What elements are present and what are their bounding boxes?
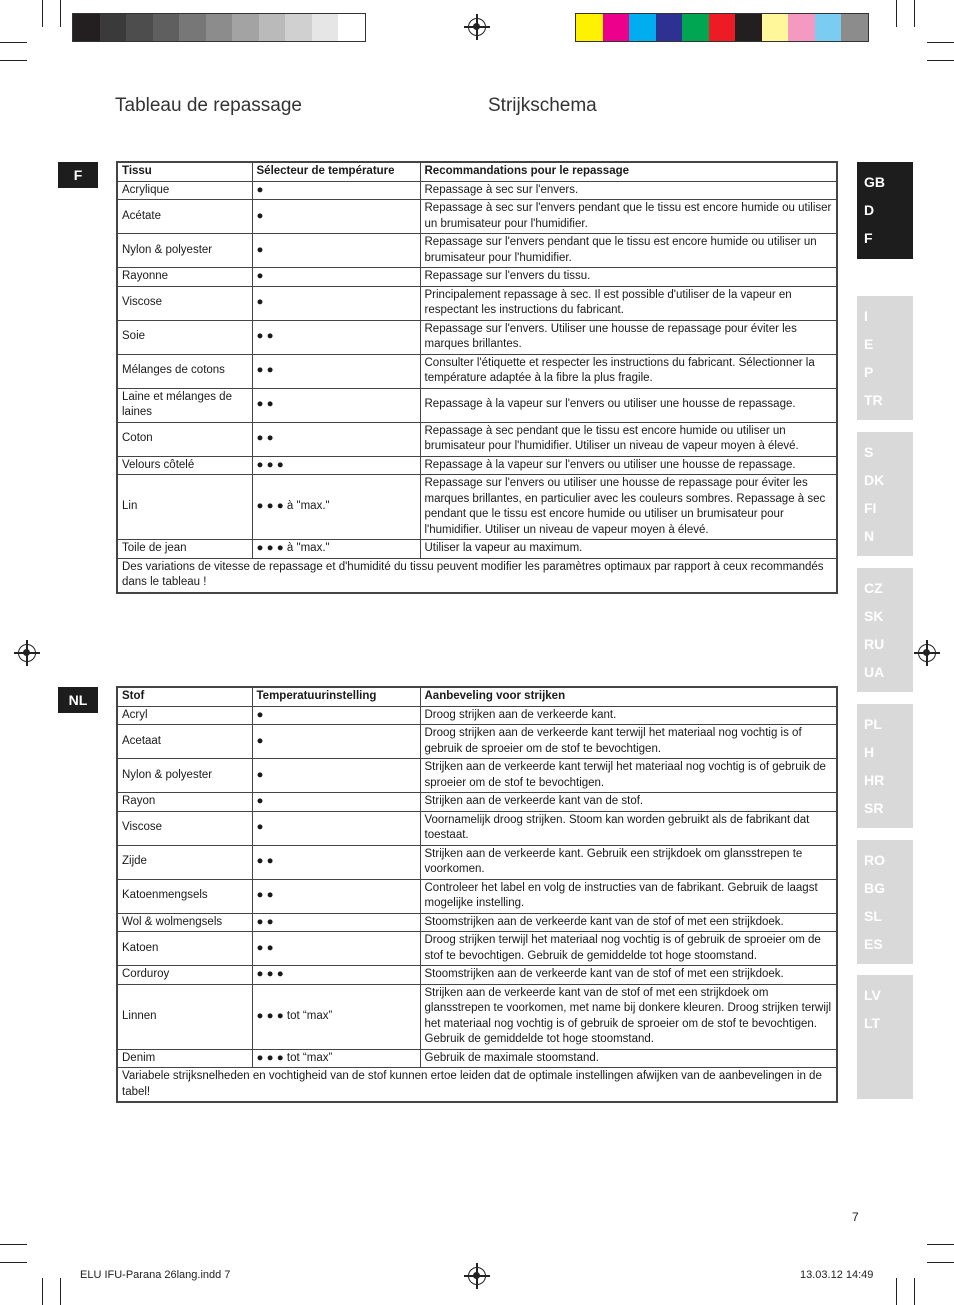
table-row	[117, 932, 837, 966]
recommendation-cell: Strijken aan de verkeerde kant van de stof of met een strijkdoek om glansstrepen te voorkomen, met name bij donkere kleuren. Droog strijken terwijl het materiaal nog vochtig is of gebruik de sproeier om de stof te bevochtigen. Gebruik de gemiddelde tot hoge stoomstand.	[420, 984, 837, 1049]
language-group	[857, 296, 913, 420]
footer-timestamp: 13.03.12 14:49	[800, 1269, 874, 1281]
language-code: N	[864, 528, 875, 544]
fabric-cell: Viscose	[117, 811, 252, 845]
crop-mark	[0, 1262, 27, 1263]
crop-mark	[0, 60, 27, 61]
temperature-cell: ●	[252, 181, 420, 200]
temperature-cell: ●	[252, 811, 420, 845]
fabric-cell: Soie	[117, 320, 252, 354]
language-code: E	[864, 336, 874, 352]
table-row	[117, 725, 837, 759]
column-header: Aanbeveling voor strijken	[420, 687, 837, 706]
language-code: D	[864, 202, 875, 218]
temperature-cell: ● ●	[252, 932, 420, 966]
language-code: HR	[864, 772, 885, 788]
table-row	[117, 811, 837, 845]
crop-mark	[42, 1278, 43, 1305]
crop-mark	[927, 1244, 954, 1245]
fabric-cell: Nylon & polyester	[117, 759, 252, 793]
fabric-cell: Rayonne	[117, 268, 252, 287]
recommendation-cell: Strijken aan de verkeerde kant. Gebruik een strijkdoek om glansstrepen te voorkomen.	[420, 845, 837, 879]
registration-mark-icon	[468, 1267, 486, 1285]
recommendation-cell: Repassage à sec sur l'envers.	[420, 181, 837, 200]
recommendation-cell: Repassage à la vapeur sur l'envers ou utiliser une housse de repassage.	[420, 388, 837, 422]
temperature-cell: ●	[252, 286, 420, 320]
temperature-cell: ● ●	[252, 320, 420, 354]
temperature-cell: ● ● ●	[252, 456, 420, 475]
temperature-cell: ●	[252, 793, 420, 812]
recommendation-cell: Repassage sur l'envers. Utiliser une housse de repassage pour éviter les marques brillantes.	[420, 320, 837, 354]
temperature-cell: ●	[252, 706, 420, 725]
color-swatch	[788, 14, 815, 41]
fabric-cell: Toile de jean	[117, 540, 252, 559]
recommendation-cell: Droog strijken terwijl het materiaal nog vochtig is of gebruik de sproeier om de stof te bevochtigen. Gebruik de gemiddelde tot hoge stoomstand.	[420, 932, 837, 966]
language-code: CZ	[864, 580, 883, 596]
recommendation-cell: Principalement repassage à sec. Il est possible d'utiliser de la vapeur en respectant les instructions du fabricant.	[420, 286, 837, 320]
recommendation-cell: Strijken aan de verkeerde kant terwijl het materiaal nog vochtig is of gebruik de sproeier om de stof te bevochtigen.	[420, 759, 837, 793]
table-note: Des variations de vitesse de repassage et d'humidité du tissu peuvent modifier les paramètres optimaux par rapport à ceux recommandés dans le tableau !	[117, 558, 837, 593]
language-group	[857, 704, 913, 828]
temperature-cell: ● ●	[252, 913, 420, 932]
table-row	[117, 913, 837, 932]
heading-dutch: Strijkschema	[488, 95, 597, 116]
temperature-cell: ● ●	[252, 388, 420, 422]
recommendation-cell: Droog strijken aan de verkeerde kant.	[420, 706, 837, 725]
fabric-cell: Denim	[117, 1049, 252, 1068]
recommendation-cell: Stoomstrijken aan de verkeerde kant van de stof of met een strijkdoek.	[420, 966, 837, 985]
crop-mark	[896, 1278, 897, 1305]
fabric-cell: Katoenmengsels	[117, 879, 252, 913]
language-group	[857, 975, 913, 1099]
fabric-cell: Laine et mélanges de laines	[117, 388, 252, 422]
color-swatch	[153, 14, 180, 41]
footer-file-name: ELU IFU-Parana 26lang.indd 7	[80, 1269, 231, 1281]
fabric-cell: Mélanges de cotons	[117, 354, 252, 388]
column-header: Recommandations pour le repassage	[420, 162, 837, 181]
temperature-cell: ● ● ● à "max."	[252, 475, 420, 540]
language-code: BG	[864, 880, 885, 896]
recommendation-cell: Repassage à sec sur l'envers pendant que le tissu est encore humide ou utiliser un brumisateur pour l'humidifier.	[420, 200, 837, 234]
language-code: NL	[864, 258, 883, 274]
language-code: SL	[864, 908, 882, 924]
temperature-cell: ● ● ● à "max."	[252, 540, 420, 559]
table-row	[117, 234, 837, 268]
column-header: Stof	[117, 687, 252, 706]
color-swatch	[603, 14, 630, 41]
color-swatch	[841, 14, 868, 41]
ironing-table-dutch	[116, 686, 838, 1103]
recommendation-cell: Repassage à sec pendant que le tissu est encore humide ou utiliser un brumisateur pour l'humidifier. Utiliser un niveau de vapeur moyen à élevé.	[420, 422, 837, 456]
language-code: DK	[864, 472, 885, 488]
language-tag-french: F	[58, 162, 98, 188]
color-swatch	[682, 14, 709, 41]
temperature-cell: ●	[252, 268, 420, 287]
table-row	[117, 268, 837, 287]
fabric-cell: Nylon & polyester	[117, 234, 252, 268]
color-swatch	[338, 14, 365, 41]
crop-mark	[927, 1262, 954, 1263]
fabric-cell: Acryl	[117, 706, 252, 725]
temperature-cell: ● ● ● tot “max”	[252, 1049, 420, 1068]
color-swatch	[73, 14, 100, 41]
heading-french: Tableau de repassage	[115, 95, 302, 116]
language-group	[857, 432, 913, 556]
fabric-cell: Acetaat	[117, 725, 252, 759]
fabric-cell: Coton	[117, 422, 252, 456]
table-note: Variabele strijksnelheden en vochtigheid van de stof kunnen ertoe leiden dat de optimale instellingen afwijken van de aanbevelingen in de tabel!	[117, 1068, 837, 1103]
color-swatch	[100, 14, 127, 41]
column-header: Tissu	[117, 162, 252, 181]
crop-mark	[914, 0, 915, 27]
temperature-cell: ● ● ● tot “max”	[252, 984, 420, 1049]
color-swatch	[815, 14, 842, 41]
language-code: P	[864, 364, 874, 380]
recommendation-cell: Strijken aan de verkeerde kant van de stof.	[420, 793, 837, 812]
language-code: ES	[864, 936, 883, 952]
table-row	[117, 540, 837, 559]
temperature-cell: ● ●	[252, 422, 420, 456]
color-swatch	[735, 14, 762, 41]
fabric-cell: Katoen	[117, 932, 252, 966]
registration-mark-icon	[918, 644, 936, 662]
table-row	[117, 422, 837, 456]
table-row	[117, 475, 837, 540]
process-color-bar	[575, 13, 869, 42]
fabric-cell: Acétate	[117, 200, 252, 234]
fabric-cell: Viscose	[117, 286, 252, 320]
fabric-cell: Rayon	[117, 793, 252, 812]
language-code: PL	[864, 716, 882, 732]
recommendation-cell: Repassage à la vapeur sur l'envers ou utiliser une housse de repassage.	[420, 456, 837, 475]
color-swatch	[656, 14, 683, 41]
table-row	[117, 759, 837, 793]
crop-mark	[896, 0, 897, 27]
table-row	[117, 966, 837, 985]
registration-mark-icon	[468, 18, 486, 36]
temperature-cell: ● ●	[252, 845, 420, 879]
table-row	[117, 1049, 837, 1068]
temperature-cell: ● ● ●	[252, 966, 420, 985]
recommendation-cell: Utiliser la vapeur au maximum.	[420, 540, 837, 559]
color-swatch	[126, 14, 153, 41]
crop-mark	[60, 0, 61, 27]
language-code: S	[864, 444, 874, 460]
fabric-cell: Acrylique	[117, 181, 252, 200]
language-code: RU	[864, 636, 885, 652]
language-code: F	[864, 230, 873, 246]
language-tag-dutch: NL	[58, 687, 98, 713]
language-code: SR	[864, 800, 884, 816]
color-swatch	[179, 14, 206, 41]
crop-mark	[60, 1278, 61, 1305]
table-row	[117, 456, 837, 475]
temperature-cell: ●	[252, 759, 420, 793]
temperature-cell: ●	[252, 200, 420, 234]
table-row	[117, 354, 837, 388]
color-swatch	[259, 14, 286, 41]
language-code: LT	[864, 1015, 881, 1031]
table-row	[117, 320, 837, 354]
crop-mark	[914, 1278, 915, 1305]
language-code: LV	[864, 987, 881, 1003]
color-swatch	[285, 14, 312, 41]
color-swatch	[312, 14, 339, 41]
table-row	[117, 845, 837, 879]
fabric-cell: Lin	[117, 475, 252, 540]
color-swatch	[629, 14, 656, 41]
language-code: H	[864, 744, 875, 760]
recommendation-cell: Controleer het label en volg de instructies van de fabrikant. Gebruik de laagst mogelijke instelling.	[420, 879, 837, 913]
temperature-cell: ●	[252, 725, 420, 759]
column-header: Sélecteur de température	[252, 162, 420, 181]
color-swatch	[206, 14, 233, 41]
table-row	[117, 181, 837, 200]
table-row	[117, 879, 837, 913]
fabric-cell: Wol & wolmengsels	[117, 913, 252, 932]
recommendation-cell: Voornamelijk droog strijken. Stoom kan worden gebruikt als de fabrikant dat toestaat.	[420, 811, 837, 845]
temperature-cell: ●	[252, 234, 420, 268]
table-row	[117, 200, 837, 234]
recommendation-cell: Droog strijken aan de verkeerde kant terwijl het materiaal nog vochtig is of gebruik de sproeier om de stof te bevochtigen.	[420, 725, 837, 759]
table-row	[117, 388, 837, 422]
crop-mark	[927, 42, 954, 43]
color-swatch	[232, 14, 259, 41]
color-swatch	[576, 14, 603, 41]
column-header: Temperatuurinstelling	[252, 687, 420, 706]
language-code: UA	[864, 664, 885, 680]
color-swatch	[762, 14, 789, 41]
language-code: GB	[864, 174, 885, 190]
language-group	[857, 568, 913, 692]
table-row	[117, 984, 837, 1049]
grayscale-color-bar	[72, 13, 366, 42]
recommendation-cell: Consulter l'étiquette et respecter les instructions du fabricant. Sélectionner la température adaptée à la fibre la plus fragile.	[420, 354, 837, 388]
language-code: SK	[864, 608, 884, 624]
language-group	[857, 162, 913, 274]
temperature-cell: ● ●	[252, 354, 420, 388]
crop-mark	[42, 0, 43, 27]
table-row	[117, 793, 837, 812]
crop-mark	[0, 42, 27, 43]
fabric-cell: Zijde	[117, 845, 252, 879]
language-code: I	[864, 308, 868, 324]
recommendation-cell: Gebruik de maximale stoomstand.	[420, 1049, 837, 1068]
color-swatch	[709, 14, 736, 41]
fabric-cell: Corduroy	[117, 966, 252, 985]
recommendation-cell: Repassage sur l'envers ou utiliser une housse de repassage pour éviter les marques brillantes, en particulier avec les couleurs sombres. Repassage à sec pendant que le tissu est encore humide ou utiliser un brumisateur pour l'humidifier. Utiliser un niveau de vapeur moyen à élevé.	[420, 475, 837, 540]
language-code: RO	[864, 852, 885, 868]
recommendation-cell: Stoomstrijken aan de verkeerde kant van de stof of met een strijkdoek.	[420, 913, 837, 932]
registration-mark-icon	[18, 644, 36, 662]
language-code: TR	[864, 392, 883, 408]
ironing-table-french	[116, 161, 838, 594]
language-code: FI	[864, 500, 877, 516]
temperature-cell: ● ●	[252, 879, 420, 913]
table-row	[117, 706, 837, 725]
page-number: 7	[852, 1210, 859, 1224]
crop-mark	[927, 60, 954, 61]
table-row	[117, 286, 837, 320]
language-group	[857, 840, 913, 964]
fabric-cell: Velours côtelé	[117, 456, 252, 475]
recommendation-cell: Repassage sur l'envers du tissu.	[420, 268, 837, 287]
fabric-cell: Linnen	[117, 984, 252, 1049]
crop-mark	[0, 1244, 27, 1245]
recommendation-cell: Repassage sur l'envers pendant que le tissu est encore humide ou utiliser un brumisateur pour l'humidifier.	[420, 234, 837, 268]
